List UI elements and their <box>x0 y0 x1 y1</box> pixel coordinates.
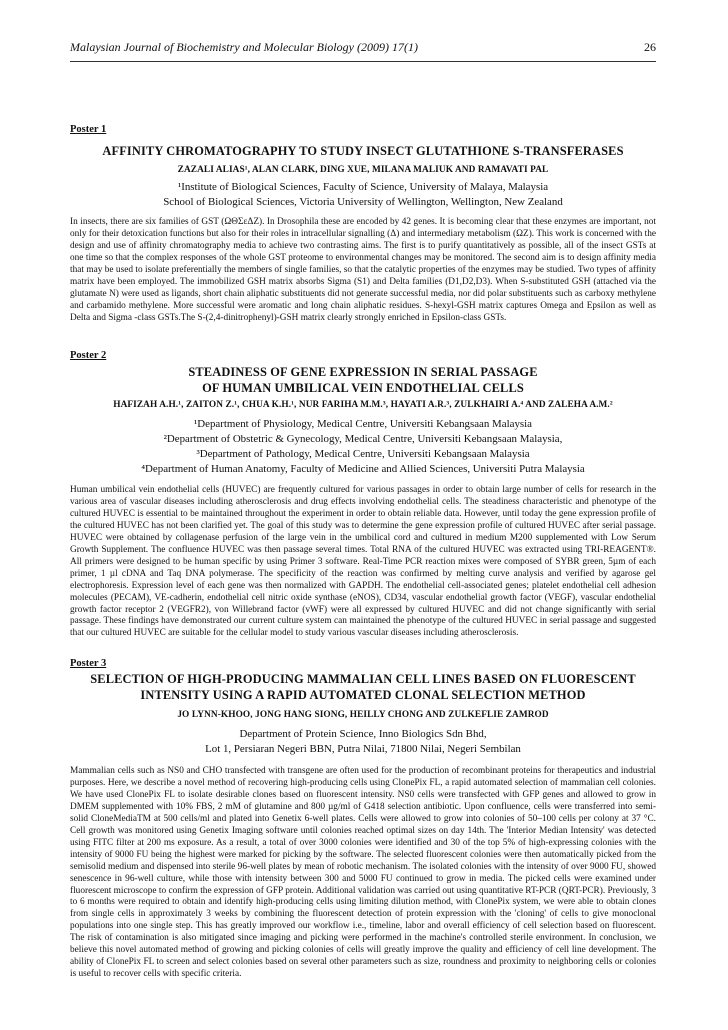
title-line: AFFINITY CHROMATOGRAPHY TO STUDY INSECT GLUTATHIONE S-TRANSFERASES <box>102 144 624 158</box>
running-header <box>70 40 656 58</box>
title-line: STEADINESS OF GENE EXPRESSION IN SERIAL PASSAGE <box>188 365 538 379</box>
page-number: 26 <box>644 40 656 54</box>
poster-abstract: In insects, there are six families of GST (ΩΘΣεΔZ). In Drosophila these are encoded by 42 genes. It is becoming clear that these enzymes are important, not only for their detoxication functions but also for their roles in intracellular signalling (Δ) and intermediary metabolism (ΩZ). This work is concerned with the design and use of affinity chromatography media to achieve two contrasting aims. The first is to purify quantitatively as possible, all of the insect GSTs at one time so that the complex responses of the whole GST proteome to environmental changes may be monitored. The second aim is to design affinity media that may be used to isolate preferentially the members of single families, so that the catalytic properties of the enzymes may be studied. Two types of affinity matrix have been employed. The immobilized GSH matrix absorbs Sigma (S1) and Delta families (D1,D2,D3). When S-substituted GSH (attached via the glutamate N) were used as ligands, short chain aliphatic substituents did not generate successful media, nor did polar substituents such as carboxy methylene and carbamido methylene. More successful were aromatic and long chain aliphatic residues. S-hexyl-GSH matrix captures Omega and Epsilon as well as Delta and Sigma -class GSTs.The S-(2,4-dinitrophenyl)-GSH matrix clearly strongly enriched in Epsilon-class GSTs. <box>70 217 656 323</box>
poster-3 <box>70 657 656 981</box>
affiliation: ¹Department of Physiology, Medical Centre, Universiti Kebangsaan Malaysia <box>194 418 532 430</box>
title-line: INTENSITY USING A RAPID AUTOMATED CLONAL SELECTION METHOD <box>140 688 586 702</box>
affiliation: Department of Protein Science, Inno Biologics Sdn Bhd, <box>239 728 487 740</box>
poster-label: Poster 2 <box>70 350 107 361</box>
poster-1 <box>70 123 656 325</box>
poster-authors: ZAZALI ALIAS¹, ALAN CLARK, DING XUE, MILANA MALIUK AND RAMAVATI PAL <box>177 165 549 175</box>
poster-abstract: Human umbilical vein endothelial cells (HUVEC) are frequently cultured for various passages in order to obtain large number of cells for research in the various area of vascular diseases including atherosclerosis and drug effects involving endothelial cells. The steadiness characteristic and phenotype of the cultured HUVEC is essential to be maintained throughout the experiment in order to obtain reliable data. However, until today the gene expression profile of the cultured HUVEC has not been clarified yet. The goal of this study was to determine the gene expression profile of cultured HUVEC after serial passage. HUVEC were obtained by collagenase perfusion of the large vein in the umbilical cord and cultured in medium M200 supplemented with Low Serum Growth Supplement. The confluence HUVEC was then passage several times. Total RNA of the cultured HUVEC was extracted using TRI-REAGENT®. All primers were designed to be human specific by using Primer 3 software. Real-Time PCR reaction mixes were composed of SYBR green, 5µm of each primer, 1 µl cDNA and Taq DNA polymerase. The specificity of the reaction was confirmed by melting curve analysis and verified by agarose gel electrophoresis. Expression level of each gene was then normalized with GAPDH. The endothelial cell-associated genes; platelet endothelial cell adhesion molecules (PECAM), VE-cadherin, endothelial cell nitric oxide synthase (eNOS), CD34, vascular endothelial growth factor (VEGF), vascular endothelial growth factor receptor 2 (VEGFR2), von Willebrand factor (vWF) were all expressed by cultured HUVEC and did not change significantly with serial passage. These findings have demonstrated our current culture system can maintained the phenotype of the cultured HUVEC in serial passage and suggested that our cultured HUVEC are suitable for the cellular model to study various vascular diseases including atherosclerosis. <box>70 485 656 639</box>
poster-2 <box>70 349 656 640</box>
affiliations <box>70 180 656 210</box>
journal-citation: Malaysian Journal of Biochemistry and Molecular Biology (2009) 17(1) <box>70 40 418 54</box>
affiliation: School of Biological Sciences, Victoria University of Wellington, Wellington, New Zealand <box>163 196 563 208</box>
affiliations <box>70 417 656 477</box>
poster-label: Poster 1 <box>70 124 107 135</box>
poster-title <box>70 671 656 703</box>
poster-title <box>70 143 656 159</box>
poster-label: Poster 3 <box>70 658 107 669</box>
affiliations <box>70 727 656 757</box>
header-rule <box>70 61 656 62</box>
affiliation: Lot 1, Persiaran Negeri BBN, Putra Nilai, 71800 Nilai, Negeri Sembilan <box>205 743 521 755</box>
affiliation: ¹Institute of Biological Sciences, Faculty of Science, University of Malaya, Malaysia <box>177 181 549 193</box>
title-line: OF HUMAN UMBILICAL VEIN ENDOTHELIAL CELLS <box>202 381 524 395</box>
poster-authors: HAFIZAH A.H.¹, ZAITON Z.¹, CHUA K.H.¹, NUR FARIHA M.M.³, HAYATI A.R.³, ZULKHAIRI A.⁴ AND ZALEHA A.M.² <box>113 400 613 410</box>
poster-title <box>70 364 656 396</box>
title-line: SELECTION OF HIGH-PRODUCING MAMMALIAN CELL LINES BASED ON FLUORESCENT <box>90 672 636 686</box>
poster-abstract: Mammalian cells such as NS0 and CHO transfected with transgene are often used for the production of recombinant proteins for therapeutics and industrial purposes. Here, we describe a novel method of recovering high-producing cells using ClonePix FL, a rapid automated selection of mammalian cell colonies. We have used ClonePix FL to isolate desirable clones based on fluorescent intensity. NS0 cells were transfected with GFP genes and allowed to grow in DMEM supplemented with 10% FBS, 2 mM of glutamine and 800 µg/ml of G418 selection antibiotic. Upon confluence, cells were transferred into semi-solid CloneMediaTM at 500 cells/ml and plated into Genetix 6-well plates. Cells were allowed to grow into colonies of 50–100 cells per colony at 37 °C. Cell growth was monitored using Genetix Imaging software until colonies reached optimal sizes on day 14th. The 'Interior Median Intensity' was detected using FITC filter at 200 ms exposure. As a result, a total of over 3000 colonies were identified and 30 of the top 5% of high-expressing colonies with the intensity of 9000 FU being the highest were marked for picking by the software. The selected fluorescent colonies were then automatically picked from the semisolid medium and dispensed into sterile 96-well plates by mean of robotic mechanism. The isolated colonies with the intensity of over 9000 FU, showed senescence in 96-well culture, while those with intensity between 300 and 5000 FU continued to grow in media. The picked cells were examined under fluorescent microscope to confirm the expression of GFP protein. Additional validation was carried out using quantitative RT-PCR (QRT-PCR). Previously, 3 to 6 months were required to obtain and identify high-producing cells using limiting dilution method, with ClonePix system, we were able to obtain clones from single cells in approximately 3 weeks by combining the fluorescent detection of protein expression with the 'cloning' of cells to give monoclonal populations into one single step. This has greatly improved our workflow i.e., timeline, labor and overall efficiency of cell selection based on fluorescent. The risk of contamination is also mitigated since imaging and picking were performed in the machine's controlled sterile environment. In conclusion, we believe this novel automated method of growing and picking colonies of cells will greatly improve the quality and efficiency of cell line development. The ability of ClonePix FL to screen and select colonies based on several other parameters such as size, roundness and proximity to neighboring cells or colonies is useful to recover cells with specific criteria. <box>70 766 656 980</box>
affiliation: ⁴Department of Human Anatomy, Faculty of Medicine and Allied Sciences, Universiti Putra Malaysia <box>141 463 585 475</box>
affiliation: ²Department of Obstetric & Gynecology, Medical Centre, Universiti Kebangsaan Malaysia, <box>163 433 563 445</box>
poster-authors: JO LYNN-KHOO, JONG HANG SIONG, HEILLY CHONG AND ZULKEFLIE ZAMROD <box>177 710 549 720</box>
affiliation: ³Department of Pathology, Medical Centre, Universiti Kebangsaan Malaysia <box>196 448 530 460</box>
